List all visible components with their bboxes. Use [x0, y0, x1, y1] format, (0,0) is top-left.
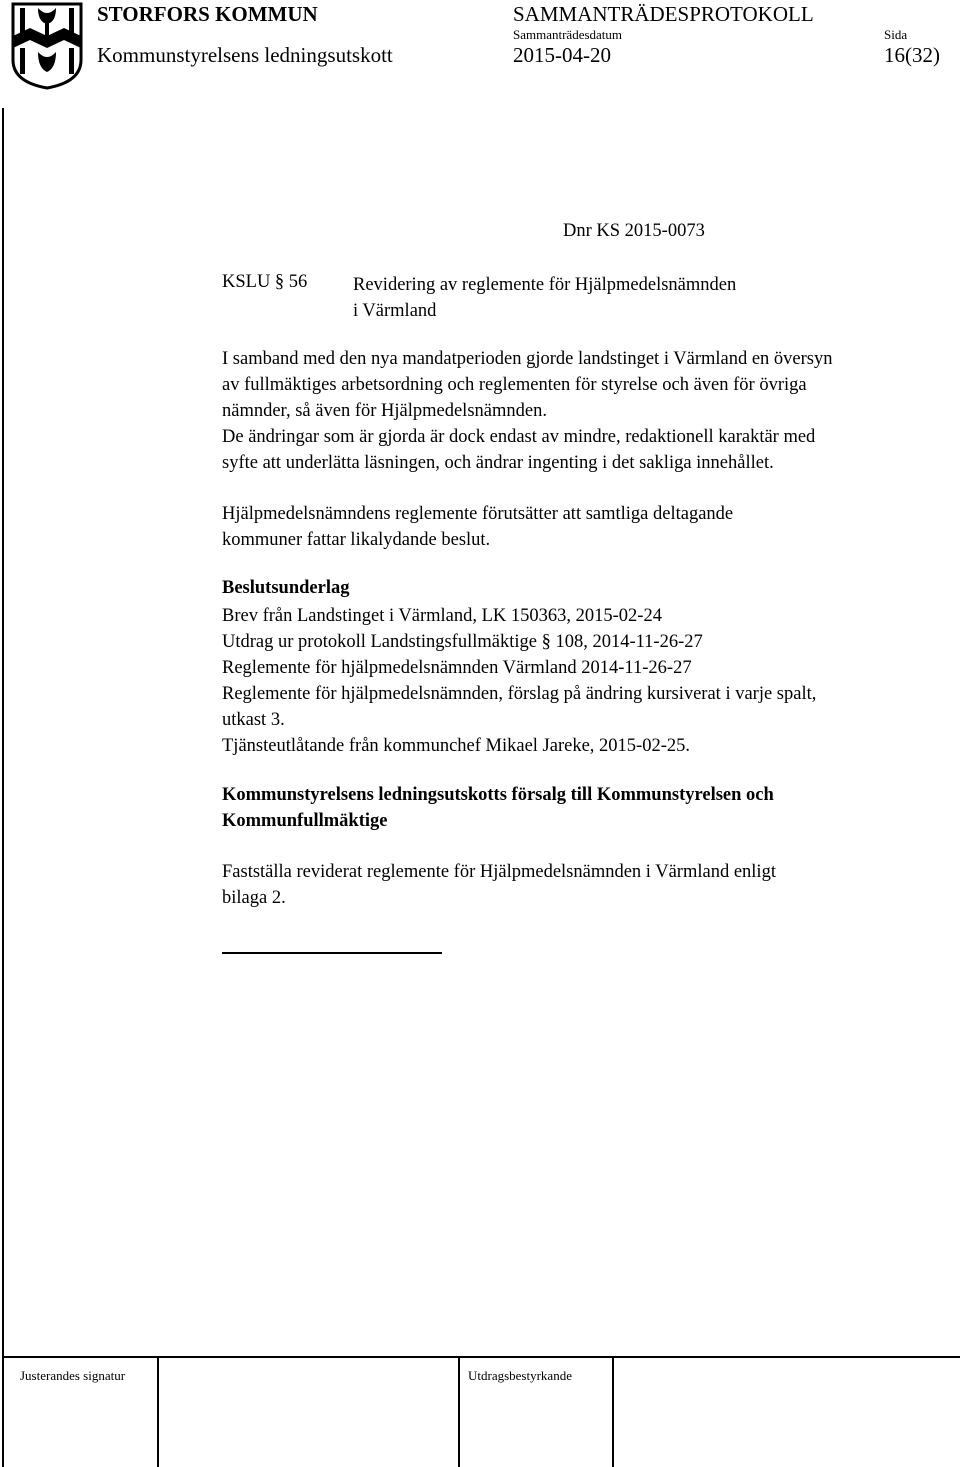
meeting-date: 2015-04-20 [513, 43, 611, 67]
list-item: Reglemente för hjälpmedelsnämnden Värmland 2014-11-26-27 [222, 658, 692, 678]
footer-divider-1 [157, 1356, 159, 1467]
decision-text [222, 859, 776, 911]
margin-rule [2, 108, 4, 1467]
list-item: utkast 3. [222, 710, 285, 730]
list-item: Brev från Landstinget i Värmland, LK 150363, 2015-02-24 [222, 606, 662, 626]
coat-of-arms-icon [10, 2, 84, 90]
paragraph [222, 501, 733, 553]
text-line: kommuner fattar likalydande beslut. [222, 530, 491, 550]
text-line: De ändringar som är gjorda är dock endast av mindre, redaktionell karaktär med [222, 427, 816, 447]
heading-line: Kommunfullmäktige [222, 811, 388, 831]
organization-name: STORFORS KOMMUN [97, 2, 318, 26]
beslutsunderlag-heading: Beslutsunderlag [222, 578, 350, 598]
page-label: Sida [884, 27, 908, 42]
text-line: Fastställa reviderat reglemente för Hjälpmedelsnämnden i Värmland enligt [222, 862, 776, 882]
text-line: av fullmäktiges arbetsordning och reglementen för styrelse och även för övriga [222, 375, 807, 395]
footer-divider-2 [458, 1356, 460, 1467]
list-item: Utdrag ur protokoll Landstingsfullmäktige § 108, 2014-11-26-27 [222, 632, 703, 652]
case-title-line: i Värmland [353, 301, 437, 321]
footer-rule [2, 1356, 960, 1358]
paragraph [222, 346, 833, 476]
proposal-heading [222, 782, 774, 834]
case-title-line: Revidering av reglemente för Hjälpmedelsnämnden [353, 275, 737, 295]
heading-line: Kommunstyrelsens ledningsutskotts försalg till Kommunstyrelsen och [222, 785, 774, 805]
footer-divider-3 [612, 1356, 614, 1467]
list-item: Tjänsteutlåtande från kommunchef Mikael Jareke, 2015-02-25. [222, 736, 690, 756]
text-line: I samband med den nya mandatperioden gjorde landstinget i Värmland en översyn [222, 349, 833, 369]
list-item: Reglemente för hjälpmedelsnämnden, förslag på ändring kursiverat i varje spalt, [222, 684, 817, 704]
page-number: 16(32) [884, 43, 940, 67]
signature-label: Justerandes signatur [20, 1368, 126, 1383]
document-type: SAMMANTRÄDESPROTOKOLL [513, 2, 814, 26]
section-number: KSLU § 56 [222, 272, 308, 292]
text-line: syfte att underlätta läsningen, och ändrar ingenting i det sakliga innehållet. [222, 453, 774, 473]
extract-label: Utdragsbestyrkande [468, 1368, 572, 1383]
date-label: Sammanträdesdatum [513, 27, 623, 42]
text-line: nämnder, så även för Hjälpmedelsnämnden. [222, 401, 547, 421]
committee-name: Kommunstyrelsens ledningsutskott [97, 43, 393, 67]
case-number: Dnr KS 2015-0073 [563, 221, 705, 241]
text-line: bilaga 2. [222, 888, 286, 908]
text-line: Hjälpmedelsnämndens reglemente förutsätter att samtliga deltagande [222, 504, 734, 524]
end-rule [222, 952, 442, 954]
case-title [353, 272, 736, 324]
beslutsunderlag-list [222, 603, 816, 759]
